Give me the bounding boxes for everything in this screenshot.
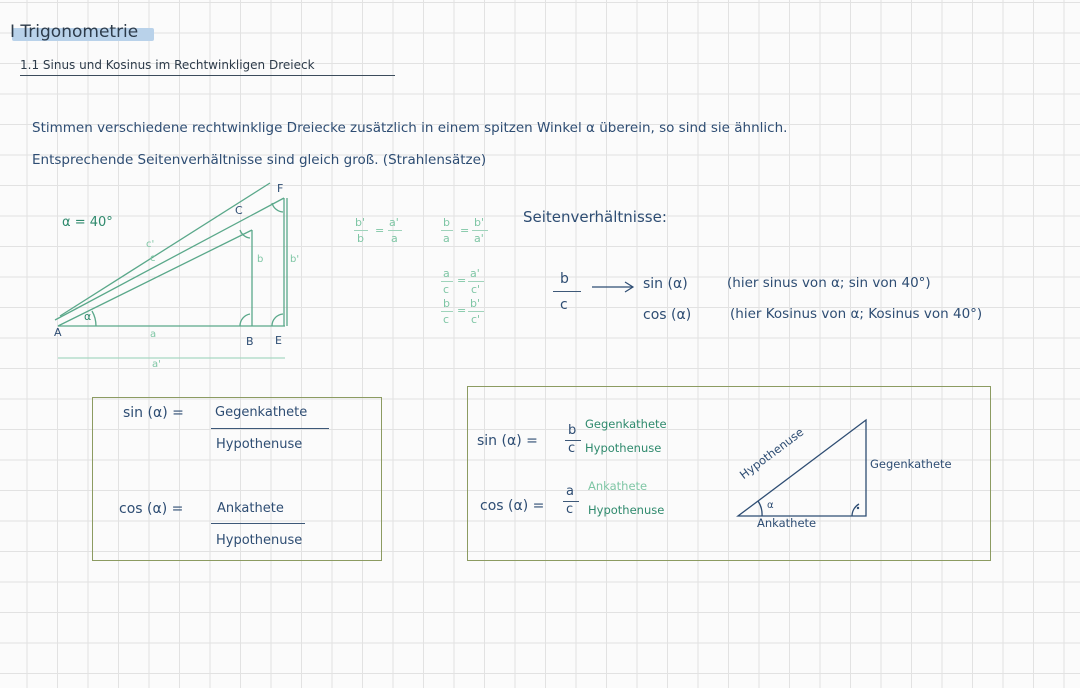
box2-cos-num-note: Ankathete <box>588 479 648 493</box>
box1-cos-num: Ankathete <box>217 501 284 516</box>
box1-sin-label: sin (α) = <box>123 405 184 421</box>
ratio-3-left-num: a <box>443 267 450 280</box>
side-b-prime-label: b' <box>290 254 300 265</box>
ratio-1-left-den: b <box>357 232 364 245</box>
tri-angle-label: α <box>767 500 774 511</box>
box1-cos-den: Hypothenuse <box>216 533 303 548</box>
side-a-prime-label: a' <box>152 359 161 370</box>
cos-alpha-label: cos (α) <box>643 307 692 323</box>
box2-cos-num: a <box>566 484 574 499</box>
ratio-1-eq: = <box>375 224 385 237</box>
angle-alpha-mark: α <box>84 310 92 323</box>
tri-hyp-label: Hypothenuse <box>736 424 807 482</box>
ratio-4-right-num: b' <box>470 297 481 310</box>
ratio-3-left-den: c <box>443 283 450 296</box>
vertex-F: F <box>277 182 284 195</box>
intro-line-1: Stimmen verschiedene rechtwinklige Dreiecke zusätzlich in einem spitzen Winkel α überein, so sind sie ähnlich. <box>32 120 788 136</box>
sin-alpha-label: sin (α) <box>643 276 688 292</box>
side-a-label: a <box>150 329 157 340</box>
cos-note: (hier Kosinus von α; Kosinus von 40°) <box>730 306 983 322</box>
box2-sin-label: sin (α) = <box>477 433 538 449</box>
ratio-4-left-num: b <box>443 297 450 310</box>
box1-sin-den: Hypothenuse <box>216 437 303 452</box>
ratio-3-right-num: a' <box>470 267 480 280</box>
ratio-2-eq: = <box>460 224 470 237</box>
angle-note: α = 40° <box>62 215 113 230</box>
ratio-1-left-num: b' <box>355 216 366 229</box>
ratio-frac-num: b <box>560 271 569 287</box>
side-c-label: c <box>150 253 156 264</box>
vertex-B: B <box>246 335 254 348</box>
tri-adj-label: Ankathete <box>757 516 817 530</box>
ratio-3-eq: = <box>457 274 467 287</box>
ratio-1-right-den: a <box>391 232 398 245</box>
ratio-frac-den: c <box>560 297 568 313</box>
side-b-label: b <box>257 254 264 265</box>
box2-cos-den: c <box>566 502 574 517</box>
box1-sin-num: Gegenkathete <box>215 405 308 420</box>
vertex-A: A <box>54 326 62 339</box>
ratio-2-left-den: a <box>443 232 450 245</box>
ratio-4-eq: = <box>457 304 467 317</box>
vertex-C: C <box>235 204 243 217</box>
ratios-heading: Seitenverhältnisse: <box>523 208 667 226</box>
sin-note: (hier sinus von α; sin von 40°) <box>727 275 931 291</box>
box2-cos-label: cos (α) = <box>480 498 545 514</box>
box2-sin-den: c <box>568 441 576 456</box>
ratio-2-right-den: a' <box>474 232 484 245</box>
box2-cos-den-note: Hypothenuse <box>588 503 665 517</box>
ratio-1-right-num: a' <box>389 216 399 229</box>
page-title: I Trigonometrie <box>10 22 139 42</box>
side-c-prime-label: c' <box>146 239 155 250</box>
ratio-4-left-den: c <box>443 313 450 326</box>
box2-sin-den-note: Hypothenuse <box>585 441 662 455</box>
box2-sin-num: b <box>568 423 577 438</box>
box1-cos-label: cos (α) = <box>119 501 184 517</box>
intro-line-2: Entsprechende Seitenverhältnisse sind gleich groß. (Strahlensätze) <box>32 152 487 168</box>
tri-opp-label: Gegenkathete <box>870 457 952 471</box>
ratio-2-right-num: b' <box>474 216 485 229</box>
section-subtitle: 1.1 Sinus und Kosinus im Rechtwinkligen Dreieck <box>20 58 315 72</box>
ratio-4-right-den: c' <box>471 313 481 326</box>
ratio-3-right-den: c' <box>471 283 481 296</box>
box2-sin-num-note: Gegenkathete <box>585 417 667 431</box>
ratio-2-left-num: b <box>443 216 450 229</box>
vertex-E: E <box>275 334 282 347</box>
